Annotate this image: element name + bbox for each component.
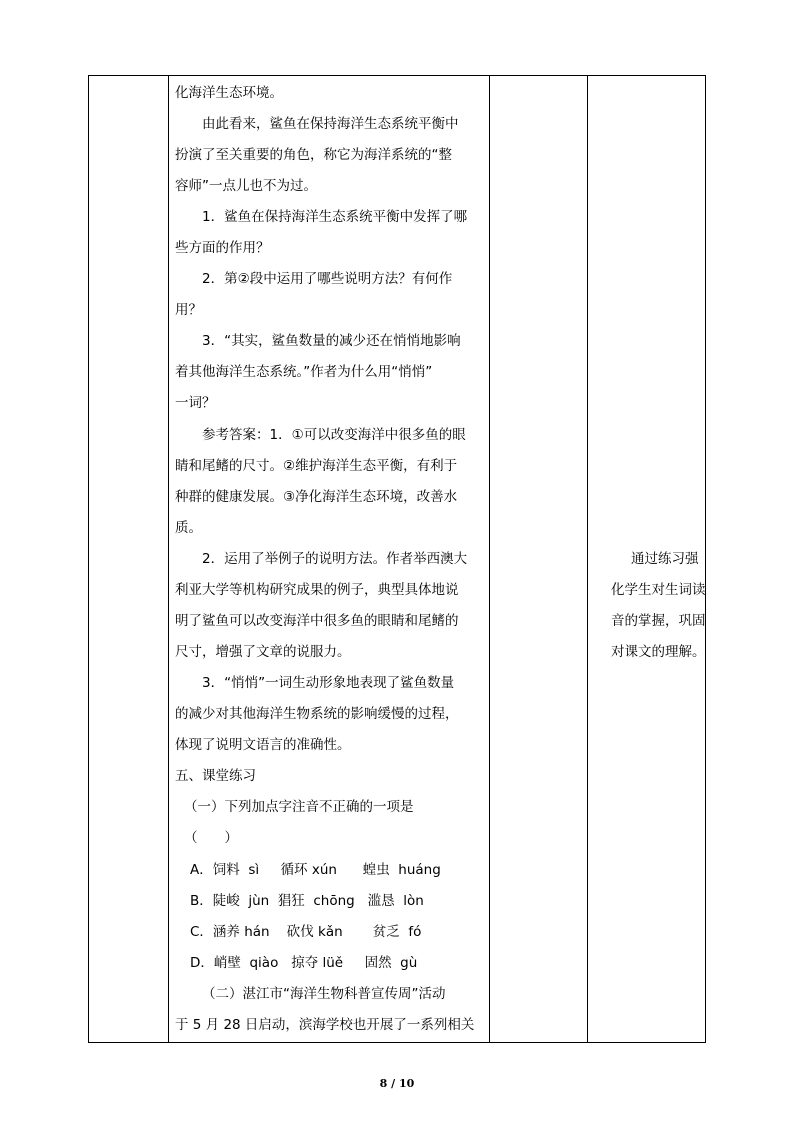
section-heading: 五、课堂练习 (175, 768, 256, 784)
answer-2: 2．运用了举例子的说明方法。作者举西澳大 (202, 551, 468, 567)
text-line: 质。 (175, 520, 202, 536)
text-line: 些方面的作用？ (175, 240, 270, 256)
option-c: C．涵养 hán 砍伐 kǎn 贫乏 fó (190, 924, 422, 940)
question-2: 2．第②段中运用了哪些说明方法？有何作 (202, 271, 453, 287)
text-line: 用？ (175, 302, 202, 318)
text-line: 体现了说明文语言的准确性。 (175, 737, 351, 753)
page-number: 8 / 10 (379, 1077, 415, 1090)
intent-line: 对课文的理解。 (611, 644, 706, 660)
option-b: B．陡峻 jùn 猖狂 chōng 滥恳 lòn (190, 893, 424, 909)
option-d: D．峭壁 qiào 掠夺 lüě 固然 gù (190, 955, 418, 971)
text-line: 利亚大学等机构研究成果的例子，典型具体地说 (175, 582, 459, 598)
answer-blank: （ ） (184, 830, 238, 846)
column-divider (489, 76, 490, 1042)
question-3: 3．“其实，鲨鱼数量的减少还在悄悄地影响 (202, 333, 461, 349)
text-line: 一词？ (175, 395, 216, 411)
text-line: 由此看来，鲨鱼在保持海洋生态系统平衡中 (202, 116, 459, 132)
text-line: 着其他海洋生态系统。”作者为什么用“悄悄” (175, 364, 433, 380)
intent-line: 化学生对生词读 (611, 582, 706, 598)
text-line: 化海洋生态环境。 (175, 85, 283, 101)
exercise-1-prompt: （一）下列加点字注音不正确的一项是 (184, 799, 414, 815)
intent-line: 通过练习强 (631, 551, 699, 567)
text-line: 扮演了至关重要的角色，称它为海洋系统的“整 (175, 147, 452, 163)
column-divider (587, 76, 588, 1042)
text-line: 尺寸，增强了文章的说服力。 (175, 644, 351, 660)
text-line: 睛和尾鳍的尺寸。②维护海洋生态平衡，有利于 (175, 458, 458, 474)
answer-heading: 参考答案：1．①可以改变海洋中很多鱼的眼 (202, 427, 466, 443)
text-line: 的减少对其他海洋生物系统的影响缓慢的过程， (175, 706, 459, 722)
exercise-2-prompt: （二）湛江市“海洋生物科普宣传周”活动 (202, 986, 446, 1002)
column-divider (168, 76, 169, 1042)
answer-3: 3．“悄悄”一词生动形象地表现了鲨鱼数量 (202, 675, 455, 691)
text-line: 种群的健康发展。③净化海洋生态环境，改善水 (175, 489, 458, 505)
lesson-table (88, 75, 706, 1043)
text-line: 明了鲨鱼可以改变海洋中很多鱼的眼睛和尾鳍的 (175, 613, 459, 629)
question-1: 1．鲨鱼在保持海洋生态系统平衡中发挥了哪 (202, 209, 468, 225)
text-line: 于 5 月 28 日启动，滨海学校也开展了一系列相关 (175, 1017, 475, 1033)
intent-line: 音的掌握，巩固 (611, 613, 706, 629)
option-a: A．饲料 sì 循环 xún 蝗虫 huáng (190, 862, 441, 878)
text-line: 容师”一点儿也不为过。 (175, 178, 317, 194)
